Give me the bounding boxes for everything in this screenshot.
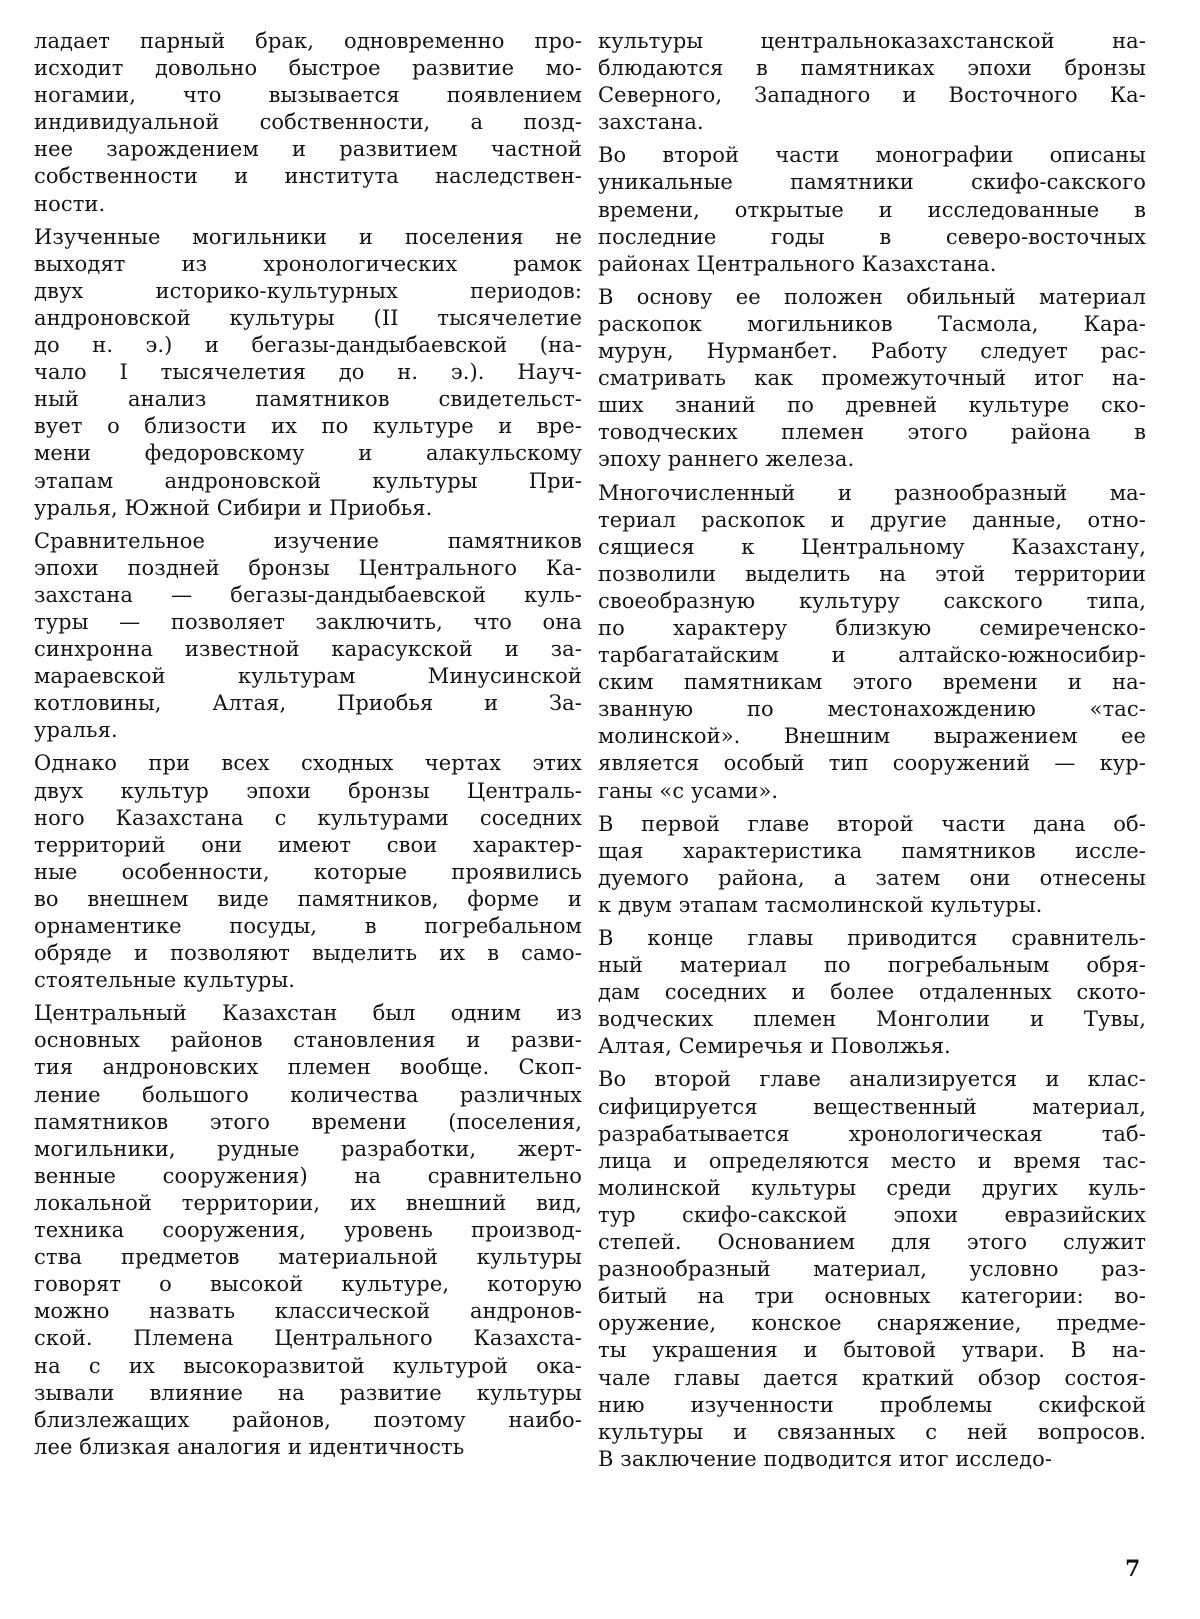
text-line: дам соседних и более отдаленных ското- (598, 980, 1146, 1005)
text-line: Алтая, Семиречья и Поволжья. (598, 1034, 951, 1059)
paragraph (598, 1066, 1146, 1472)
text-line: по характеру близкую семиреченско- (598, 615, 1146, 640)
text-line: Во второй главе анализируется и клас- (598, 1067, 1146, 1092)
text-line: тарбагатайским и алтайско-южносибир- (598, 643, 1146, 668)
text-line: зывали влияние на развитие культуры (34, 1380, 582, 1405)
text-line: ности. (34, 191, 106, 216)
text-line: сящиеся к Центральному Казахстану, (598, 534, 1146, 559)
text-line: индивидуальной собственности, а позд- (34, 110, 582, 135)
text-line: Северного, Западного и Восточного Ка- (598, 83, 1146, 108)
text-line: ногамии, что вызывается появлением (34, 83, 582, 108)
paragraph (34, 1000, 582, 1461)
text-line: говорят о высокой культуре, которую (34, 1272, 582, 1297)
text-line: мени федоровскому и алакульскому (34, 441, 582, 466)
text-line: ление большого количества различных (34, 1082, 582, 1107)
paragraph (598, 284, 1146, 474)
text-line: захстана — бегазы-дандыбаевской куль- (34, 582, 582, 607)
paragraph (34, 528, 582, 745)
text-line: званную по местонахождению «тас- (598, 697, 1146, 722)
text-line: тия андроновских племен вообще. Скоп- (34, 1055, 582, 1080)
text-line: нее зарождением и развитием частной (34, 137, 582, 162)
text-line: териал раскопок и другие данные, отно- (598, 507, 1146, 532)
text-line: Многочисленный и разнообразный ма- (598, 480, 1146, 505)
text-line: двух культур эпохи бронзы Централь- (34, 778, 582, 803)
paragraph (34, 750, 582, 994)
text-line: орнаментике посуды, в погребальном (34, 914, 582, 938)
text-line: является особый тип сооружений — кур- (598, 751, 1146, 776)
text-line: позволили выделить на этой территории (598, 561, 1146, 586)
text-line: основных районов становления и разви- (34, 1028, 582, 1053)
page-number: 7 (1125, 1556, 1141, 1582)
text-line: мараевской культурам Минусинской (34, 664, 582, 689)
text-line: венные сооружения) на сравнительно (34, 1163, 582, 1188)
text-line: двух историко-культурных периодов: (34, 278, 582, 303)
text-line: можно назвать классической андронов- (34, 1299, 582, 1324)
paragraph (34, 224, 582, 522)
text-line: молинской». Внешним выражением ее (598, 724, 1146, 749)
text-line: тур скифо-сакской эпохи евразийских (598, 1202, 1146, 1227)
text-line: степей. Основанием для этого служит (598, 1230, 1146, 1255)
text-line: В первой главе второй части дана об- (598, 811, 1146, 836)
paragraph (34, 28, 582, 218)
text-line: ским памятникам этого времени и на- (598, 670, 1146, 695)
text-line: эпоху раннего железа. (598, 447, 855, 472)
text-line: территорий они имеют свои характер- (34, 832, 582, 857)
left-column (34, 28, 582, 1467)
text-line: оружение, конское снаряжение, предме- (598, 1311, 1146, 1336)
text-line: к двум этапам тасмолинской культуры. (598, 892, 1043, 917)
text-line: обряде и позволяют выделить их в само- (34, 941, 582, 966)
text-line: исходит довольно быстрое развитие мо- (34, 56, 582, 81)
text-line: лее близкая аналогия и идентичность (34, 1434, 465, 1459)
text-line: ного Казахстана с культурами соседних (34, 805, 582, 830)
text-line: ства предметов материальной культуры (34, 1245, 582, 1270)
text-line: ской. Племена Центрального Казахста- (34, 1326, 582, 1351)
text-line: дуемого района, а затем они отнесены (598, 865, 1146, 890)
text-line: стоятельные культуры. (34, 968, 296, 993)
text-line: уралья, Южной Сибири и Приобья. (34, 495, 433, 520)
text-line: синхронна известной карасукской и за- (34, 637, 582, 662)
text-line: сифицируется вещественный материал, (598, 1094, 1146, 1119)
text-line: щая характеристика памятников иссле- (598, 838, 1146, 863)
paragraph (598, 811, 1146, 919)
text-line: раскопок могильников Тасмола, Кара- (598, 311, 1146, 336)
text-line: котловины, Алтая, Приобья и За- (34, 691, 582, 716)
paragraph (598, 925, 1146, 1060)
text-line: районах Центрального Казахстана. (598, 251, 997, 276)
text-line: выходят из хронологических рамок (34, 251, 582, 276)
text-line: эпохи поздней бронзы Центрального Ка- (34, 555, 582, 580)
text-line: памятников этого времени (поселения, (34, 1109, 582, 1134)
text-line: собственности и института наследствен- (34, 164, 582, 189)
text-line: культуры центральноказахстанской на- (598, 29, 1146, 53)
text-line: до н. э.) и бегазы-дандыбаевской (на- (34, 333, 582, 358)
text-line: мурун, Нурманбет. Работу следует рас- (598, 339, 1146, 364)
text-line: ты украшения и бытовой утвари. В на- (598, 1338, 1146, 1363)
text-line: В заключение подводится итог исследо- (598, 1446, 1053, 1471)
paragraph (598, 142, 1146, 277)
text-line: на с их высокоразвитой культурой ока- (34, 1353, 582, 1378)
text-line: чале главы дается краткий обзор состоя- (598, 1365, 1146, 1390)
text-line: лица и определяются место и время тас- (598, 1148, 1146, 1173)
text-line: молинской культуры среди других куль- (598, 1175, 1146, 1200)
text-line: культуры и связанных с ней вопросов. (598, 1419, 1146, 1444)
paragraph (598, 480, 1146, 805)
text-line: своеобразную культуру сакского типа, (598, 588, 1146, 613)
text-line: разнообразный материал, условно раз- (598, 1257, 1146, 1282)
text-line: времени, открытые и исследованные в (598, 197, 1146, 222)
text-line: близлежащих районов, поэтому наибо- (34, 1407, 582, 1432)
text-line: техника сооружения, уровень производ- (34, 1218, 582, 1243)
text-line: чало I тысячелетия до н. э.). Науч- (34, 360, 582, 385)
text-line: В конце главы приводится сравнитель- (598, 926, 1146, 950)
text-line: ладает парный брак, одновременно про- (34, 29, 582, 53)
paragraph (598, 28, 1146, 136)
text-line: Однако при всех сходных чертах этих (34, 751, 582, 776)
text-line: Изученные могильники и поселения не (34, 224, 582, 249)
text-line: В основу ее положен обильный материал (598, 284, 1146, 309)
text-line: битый на три основных категории: во- (598, 1284, 1146, 1309)
text-line: нию изученности проблемы скифской (598, 1392, 1146, 1417)
text-line: этапам андроновской культуры При- (34, 468, 582, 493)
text-line: могильники, рудные разработки, жерт- (34, 1136, 582, 1161)
text-line: туры — позволяет заключить, что она (34, 609, 582, 634)
text-line: андроновской культуры (II тысячелетие (34, 305, 582, 330)
text-line: уникальные памятники скифо-сакского (598, 170, 1146, 195)
text-line: сматривать как промежуточный итог на- (598, 366, 1146, 391)
text-line: захстана. (598, 110, 704, 135)
text-line: вует о близости их по культуре и вре- (34, 414, 582, 439)
text-line: ный анализ памятников свидетельст- (34, 387, 582, 412)
text-line: разрабатывается хронологическая таб- (598, 1121, 1146, 1146)
text-line: Центральный Казахстан был одним из (34, 1001, 582, 1026)
text-line: ганы «с усами». (598, 778, 779, 803)
text-line: товодческих племен этого района в (598, 420, 1146, 445)
right-column (598, 28, 1146, 1479)
text-line: ные особенности, которые проявились (34, 859, 582, 884)
text-line: последние годы в северо-восточных (598, 224, 1146, 249)
text-line: Сравнительное изучение памятников (34, 528, 582, 553)
text-line: локальной территории, их внешний вид, (34, 1190, 582, 1215)
text-line: уралья. (34, 718, 118, 743)
text-line: водческих племен Монголии и Тувы, (598, 1007, 1146, 1032)
text-line: ный материал по погребальным обря- (598, 953, 1146, 978)
text-line: во внешнем виде памятников, форме и (34, 886, 582, 911)
text-line: ших знаний по древней культуре ско- (598, 393, 1146, 418)
text-line: Во второй части монографии описаны (598, 143, 1146, 168)
text-line: блюдаются в памятниках эпохи бронзы (598, 56, 1146, 81)
